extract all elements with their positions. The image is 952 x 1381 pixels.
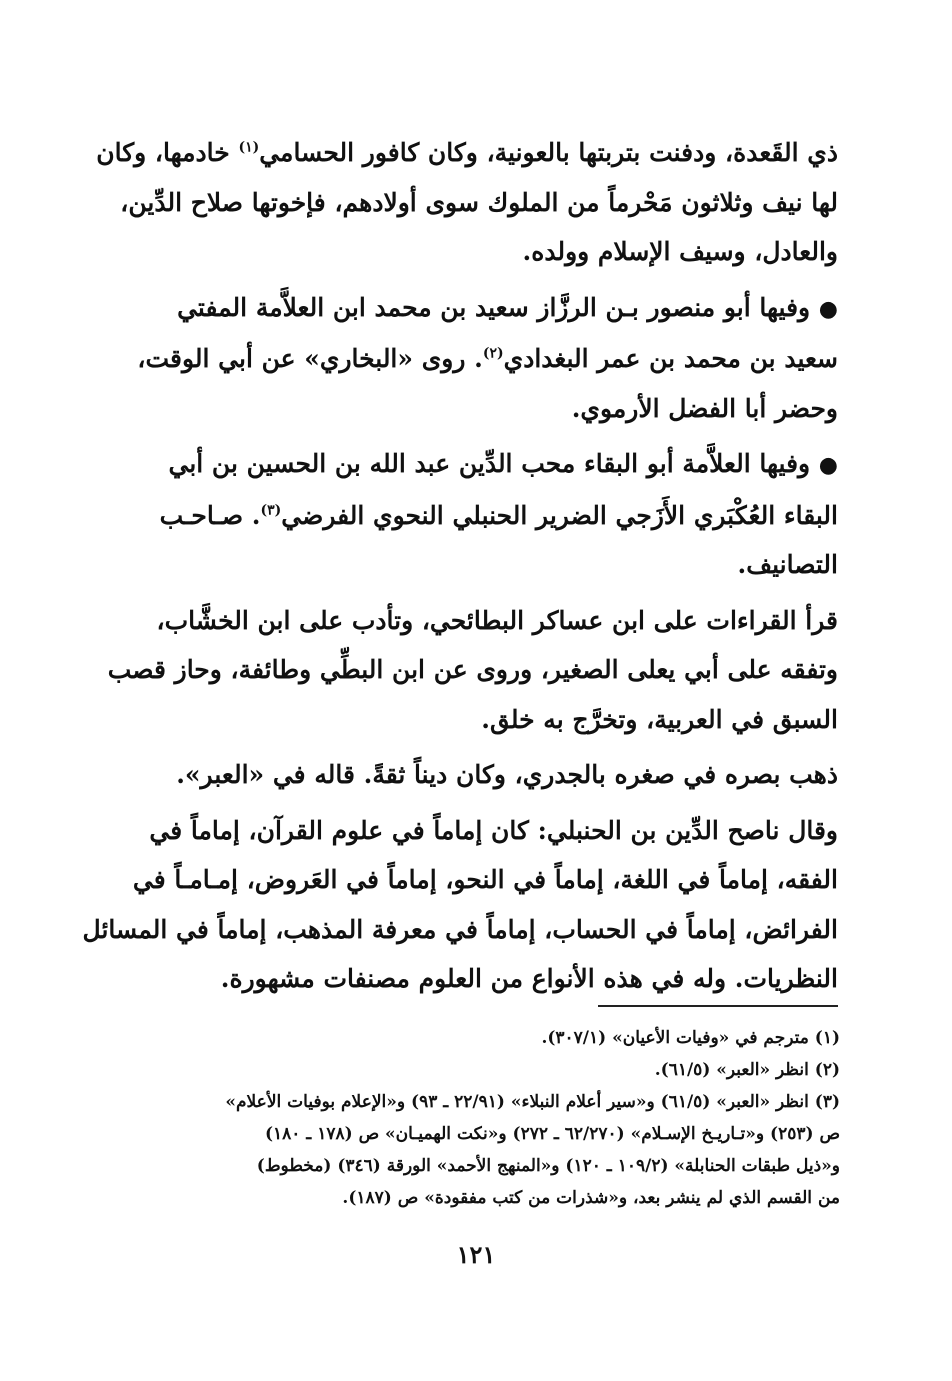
page-number: ١٢١ — [456, 1240, 496, 1269]
footnote-2: (٢) انظر «العبر» (٦١/٥). — [654, 1060, 840, 1080]
text-line: البقاء العُكْبَري الأَزَجي الضرير الحنبلي النحوي الفرضي$^{(٣)}$. صـاحـب — [159, 500, 838, 530]
text-line: النظريات. وله في هذه الأنواع من العلوم مصنفات مشهورة. — [220, 964, 838, 993]
footnote-reference[interactable]: (٣) — [260, 502, 282, 519]
text-line: الفرائض، إماماً في الحساب، إماماً في معرفة المذهب، إماماً في المسائل — [82, 914, 838, 944]
text-line: السبق في العربية، وتخرَّج به خلق. — [481, 704, 838, 734]
paragraph — [107, 596, 838, 745]
text-line: لها نيف وثلاثون مَحْرماً من الملوك سوى أولادهم، فإخوتها صلاح الدِّين، — [120, 187, 838, 217]
footnote-3-continuation: من القسم الذي لم ينشر بعد، و«شذرات من كتب مفقودة» ص (١٨٧). — [342, 1188, 840, 1208]
footnotes — [118, 1022, 840, 1214]
paragraph — [118, 439, 838, 590]
footnote-3: (٣) انظر «العبر» (٦١/٥) و«سير أعلام النبلاء» (٢٢/٩١ ـ ٩٣) و«الإعلام بوفيات الأعلام» — [225, 1092, 840, 1112]
paragraph — [82, 806, 838, 1004]
text-line: والعادل، وسيف الإسلام وولده. — [522, 237, 838, 266]
footnote-divider — [598, 1005, 838, 1007]
text-line: وتفقه على أبي يعلى الصغير، وروى عن ابن البطِّي وطائفة، وحاز قصب — [107, 655, 838, 684]
footnote-3-continuation: و«ذيل طبقات الحنابلة» (١٠٩/٢ ـ ١٢٠) و«المنهج الأحمد» الورقة (٣٤٦) (مخطوط) — [256, 1156, 840, 1176]
text-line: ذي القَعدة، ودفنت بتربتها بالعونية، وكان كافور الحسامي$^{(١)}$ خادمها، وكان — [96, 138, 838, 167]
bullet-icon: ● — [818, 452, 838, 478]
paragraph — [118, 750, 838, 800]
text-line: وقال ناصح الدِّين بن الحنبلي: كان إماماً في علوم القرآن، إماماً في — [149, 815, 838, 845]
text-line: ذهب بصره في صغره بالجدري، وكان ديناً ثقةً. قاله في «العبر». — [176, 760, 838, 789]
paragraph — [118, 283, 838, 434]
footnote-3-continuation: ص (٢٥٣) و«تـاريـخ الإسـلام» (٦٢/٢٧٠ ـ ٢٧٢) و«نكت الهميـان» ص (١٧٨ ـ ١٨٠) — [264, 1124, 840, 1144]
text-line: قرأ القراءات على ابن عساكر البطائحي، وتأدب على ابن الخشَّاب، — [156, 605, 838, 635]
text-line: التصانيف. — [737, 550, 838, 579]
text-line: وحضر أبا الفضل الأرموي. — [571, 393, 838, 423]
footnote-reference[interactable]: (١) — [238, 139, 260, 156]
text-line: الفقه، إماماً في اللغة، إماماً في النحو، إماماً في العَروض، إمـامـاً في — [132, 865, 838, 894]
text-line: ● وفيها أبو منصور بـن الرزَّاز سعيد بن محمد ابن العلاَّمة المفتي — [177, 292, 838, 322]
text-line: ● وفيها العلاَّمة أبو البقاء محب الدِّين عبد الله بن الحسين بن أبي — [168, 449, 838, 478]
main-text — [82, 128, 838, 1004]
footnote-reference[interactable]: (٢) — [482, 345, 504, 362]
text-line: سعيد بن محمد بن عمر البغدادي$^{(٢)}$. روى «البخاري» عن أبي الوقت، — [137, 344, 838, 373]
paragraph — [96, 128, 838, 277]
bullet-icon: ● — [818, 295, 838, 322]
footnote-1: (١) مترجم في «وفيات الأعيان» (٣٠٧/١). — [541, 1028, 840, 1048]
